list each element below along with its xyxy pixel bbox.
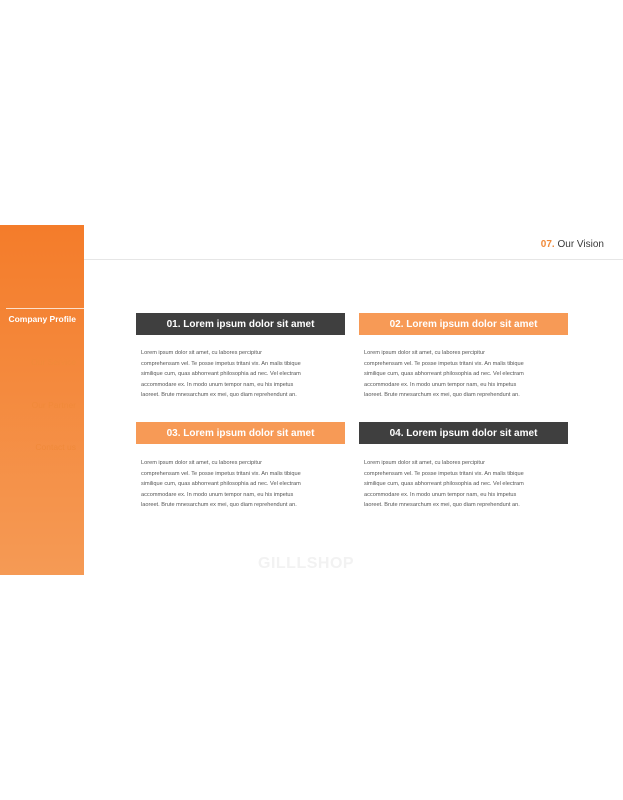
- section-title: [541, 239, 604, 250]
- card-1-line: comprehensam vel. Te posse impetus tritani vix. An malis tibique: [141, 360, 301, 367]
- card-4-line: laoreet. Brute mnesarchum ex mei, quo diam reprehendunt an.: [364, 502, 520, 508]
- card-4-line: Lorem ipsum dolor sit amet, cu labores percipitur: [364, 460, 485, 466]
- header-divider: [84, 259, 623, 260]
- card-1-line: accommodare ex. In modo unum tempor nam, eu his impetus: [141, 381, 294, 388]
- card-4-line: accommodare ex. In modo unum tempor nam, eu his impetus: [364, 491, 517, 498]
- card-2-line: laoreet. Brute mnesarchum ex mei, quo diam reprehendunt an.: [364, 392, 520, 398]
- section-number: 07.: [540, 239, 555, 250]
- card-1-line: similique cum, quas abhorreant philosophia ad nec. Vel electram: [141, 371, 301, 377]
- card-1-title: 01. Lorem ipsum dolor sit amet: [136, 313, 345, 335]
- sidebar: [0, 225, 84, 575]
- sidebar-item-our-service[interactable]: Our Service: [31, 357, 76, 367]
- card-4-body: [364, 458, 574, 511]
- card-4-line: similique cum, quas abhorreant philosophia ad nec. Vel electram: [364, 481, 524, 487]
- card-2-title: 02. Lorem ipsum dolor sit amet: [359, 313, 568, 335]
- card-2-line: similique cum, quas abhorreant philosophia ad nec. Vel electram: [364, 371, 524, 377]
- card-3-line: accommodare ex. In modo unum tempor nam, eu his impetus: [141, 491, 294, 498]
- card-2-line: comprehensam vel. Te posse impetus tritani vix. An malis tibique: [364, 360, 524, 367]
- sidebar-item-our-partner[interactable]: Our Partner: [31, 400, 76, 410]
- card-3-line: comprehensam vel. Te posse impetus tritani vix. An malis tibique: [141, 470, 301, 477]
- card-4-line: comprehensam vel. Te posse impetus tritani vix. An malis tibique: [364, 470, 524, 477]
- card-3-line: laoreet. Brute mnesarchum ex mei, quo diam reprehendunt an.: [141, 502, 297, 508]
- card-1-line: laoreet. Brute mnesarchum ex mei, quo diam reprehendunt an.: [141, 392, 297, 398]
- card-1-line: Lorem ipsum dolor sit amet, cu labores percipitur: [141, 350, 262, 356]
- card-2-body: [364, 348, 574, 401]
- card-3-line: similique cum, quas abhorreant philosophia ad nec. Vel electram: [141, 481, 301, 487]
- sidebar-item-contact-us[interactable]: Contact us: [35, 442, 76, 452]
- card-4-title: 04. Lorem ipsum dolor sit amet: [359, 422, 568, 444]
- slide: [0, 225, 623, 575]
- card-3-title: 03. Lorem ipsum dolor sit amet: [136, 422, 345, 444]
- card-2-line: Lorem ipsum dolor sit amet, cu labores percipitur: [364, 350, 485, 356]
- card-3-line: Lorem ipsum dolor sit amet, cu labores percipitur: [141, 460, 262, 466]
- sidebar-divider: [6, 308, 84, 309]
- card-3-body: [141, 458, 351, 511]
- card-1-body: [141, 348, 351, 401]
- section-title-text: Our Vision: [557, 239, 604, 250]
- sidebar-item-company-profile[interactable]: Company Profile: [8, 314, 76, 324]
- card-2-line: accommodare ex. In modo unum tempor nam, eu his impetus: [364, 381, 517, 388]
- watermark: GILLLSHOP: [258, 555, 355, 572]
